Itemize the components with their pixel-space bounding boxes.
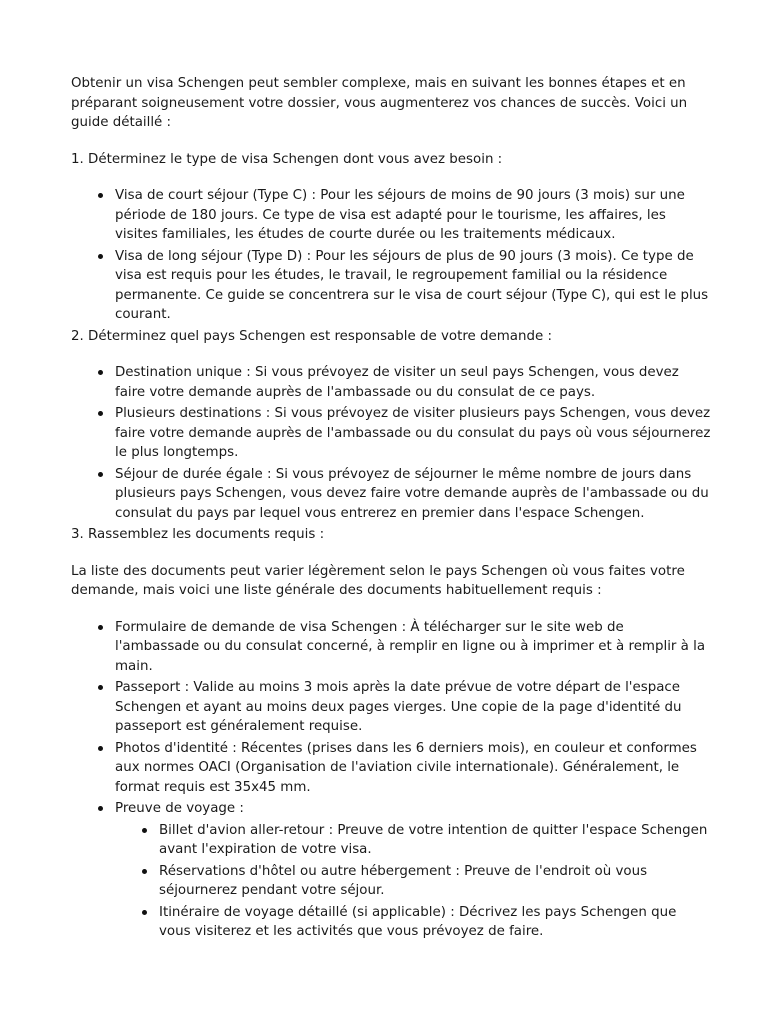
list-item: Visa de long séjour (Type D) : Pour les séjours de plus de 90 jours (3 mois). Ce type de visa est requis pour les études, le travail, le regroupement familial ou la résidence permanente. Ce guide se concentrera sur le visa de court séjour (Type C), qui est le plus courant. xyxy=(115,247,711,325)
sublist-item: Billet d'avion aller-retour : Preuve de votre intention de quitter l'espace Schengen avant l'expiration de votre visa. xyxy=(159,821,711,860)
travel-proof-sublist xyxy=(115,821,711,942)
step-3-list xyxy=(71,618,711,942)
list-item: Passeport : Valide au moins 3 mois après la date prévue de votre départ de l'espace Schengen et ayant au moins deux pages vierges. Une copie de la page d'identité du passeport est généralement requise. xyxy=(115,678,711,737)
list-item-travel-proof xyxy=(115,799,711,942)
sublist-item: Itinéraire de voyage détaillé (si applicable) : Décrivez les pays Schengen que vous visiterez et les activités que vous prévoyez de faire. xyxy=(159,903,711,942)
list-item: Séjour de durée égale : Si vous prévoyez de séjourner le même nombre de jours dans plusieurs pays Schengen, vous devez faire votre demande auprès de l'ambassade ou du consulat du pays par lequel vous entrerez en premier dans l'espace Schengen. xyxy=(115,465,711,524)
step-3-heading: 3. Rassemblez les documents requis : xyxy=(71,527,325,542)
travel-proof-label: Preuve de voyage : xyxy=(115,801,244,816)
intro-paragraph: Obtenir un visa Schengen peut sembler complexe, mais en suivant les bonnes étapes et en préparant soigneusement votre dossier, vous augmenterez vos chances de succès. Voici un guide détaillé : xyxy=(71,76,688,130)
sublist-item: Réservations d'hôtel ou autre hébergement : Preuve de l'endroit où vous séjournerez pendant votre séjour. xyxy=(159,862,711,901)
list-item: Plusieurs destinations : Si vous prévoyez de visiter plusieurs pays Schengen, vous devez faire votre demande auprès de l'ambassade ou du consulat du pays où vous séjournerez le plus longtemps. xyxy=(115,404,711,463)
step-2-heading: 2. Déterminez quel pays Schengen est responsable de votre demande : xyxy=(71,328,553,344)
document-body xyxy=(71,74,711,944)
step-3-intro: La liste des documents peut varier légèrement selon le pays Schengen où vous faites votre demande, mais voici une liste générale des documents habituellement requis : xyxy=(71,563,685,598)
step-1-heading: 1. Déterminez le type de visa Schengen dont vous avez besoin : xyxy=(71,151,503,167)
list-item: Destination unique : Si vous prévoyez de visiter un seul pays Schengen, vous devez faire votre demande auprès de l'ambassade ou du consulat de ce pays. xyxy=(115,363,711,402)
list-item: Photos d'identité : Récentes (prises dans les 6 derniers mois), en couleur et conformes aux normes OACI (Organisation de l'aviation civile internationale). Généralement, le format requis est 35x45 mm. xyxy=(115,739,711,798)
list-item: Formulaire de demande de visa Schengen : À télécharger sur le site web de l'ambassade ou du consulat concerné, à remplir en ligne ou à imprimer et à remplir à la main. xyxy=(115,618,711,677)
step-2-list xyxy=(71,363,711,523)
list-item: Visa de court séjour (Type C) : Pour les séjours de moins de 90 jours (3 mois) sur une période de 180 jours. Ce type de visa est adapté pour le tourisme, les affaires, les visites familiales, les études de courte durée ou les traitements médicaux. xyxy=(115,186,711,245)
step-1-list xyxy=(71,186,711,325)
